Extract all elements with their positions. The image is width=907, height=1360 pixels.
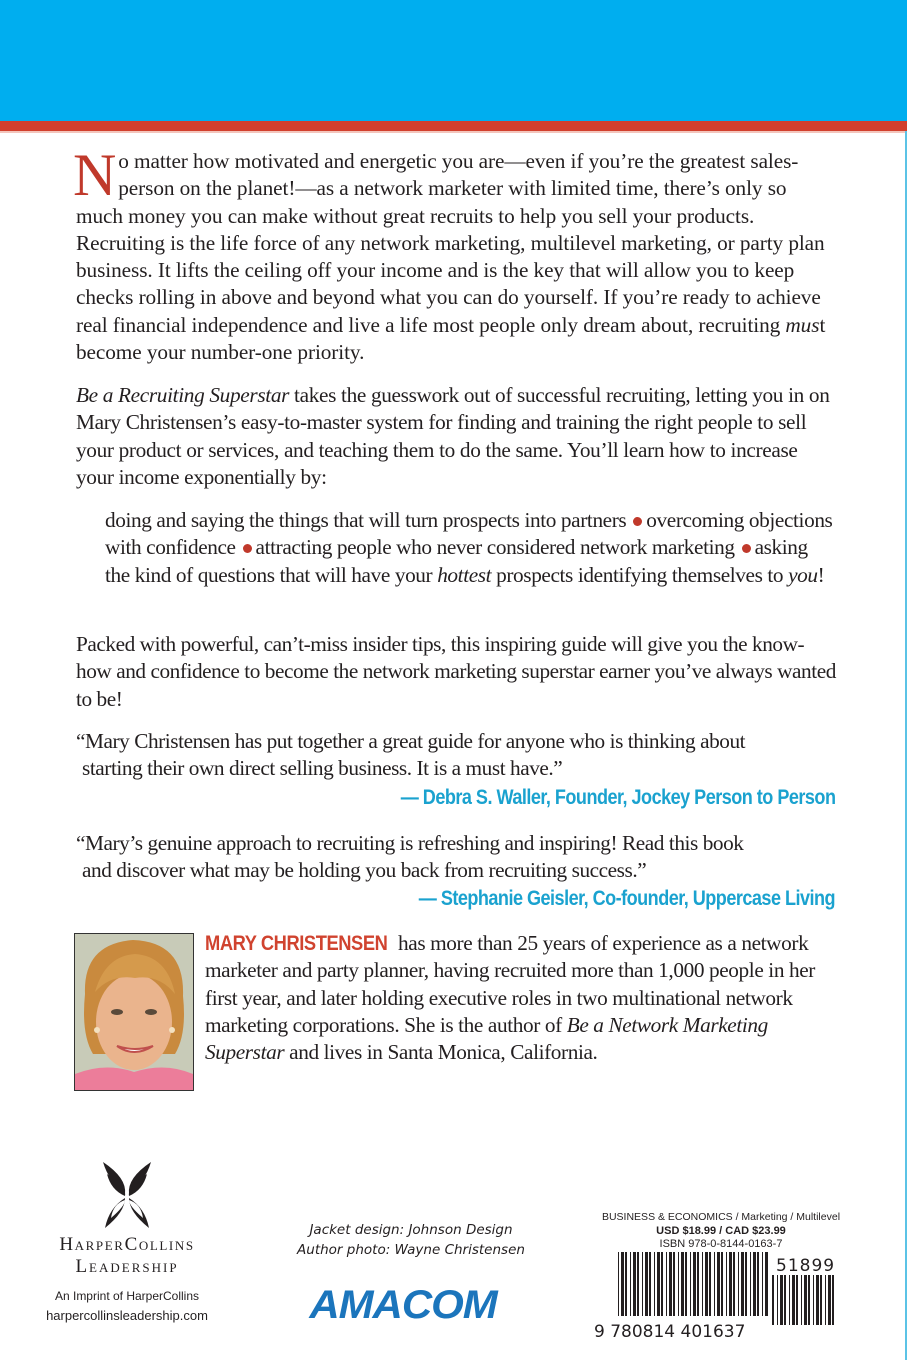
barcode-bar [808, 1275, 810, 1325]
barcode-bar [661, 1252, 663, 1316]
barcode-bar [772, 1275, 774, 1325]
barcode-bar [705, 1252, 708, 1316]
bullet-dot-icon [742, 544, 751, 553]
benefit-item: attracting people who never considered network marketing [255, 535, 735, 560]
barcode-bar [666, 1252, 667, 1316]
harpercollins-logo [22, 1160, 232, 1326]
benefit-item: doing and saying the things that will turn prospects into partners [105, 508, 627, 532]
top-color-band [0, 0, 907, 121]
design-credits [296, 1220, 526, 1260]
photo-credit: Author photo: Wayne Christensen [297, 1242, 525, 1258]
testimonial-line: and discover what may be holding you back from recruiting success.” [82, 858, 647, 883]
author-name: MARY CHRISTENSEN [205, 931, 388, 955]
intro-text: o matter how motivated and energetic you are—even if you’re the greatest sales-person on the planet!—as a network marketer with limited time, there’s only so much money you can make without great recruits to help you sell your products. Recruiting is the life force of any network marketing, multilevel marketing, or party plan business. It lifts the ceiling off your income and is the key that will allow you to keep checks rolling in above and beyond what you can do yourself. If you’re ready to achieve real financial independence and live a life most people only dream about, recruiting [76, 149, 825, 337]
barcode-bar [762, 1252, 763, 1316]
benefit-item: asking the kind of questions that will have your [105, 535, 808, 587]
publisher-sub: Leadership [75, 1256, 179, 1277]
barcode-bar [618, 1252, 619, 1316]
benefit-emphasis: you [788, 562, 818, 587]
author-other-book: Be a Network Marketing Superstar [205, 1012, 768, 1065]
barcode-bar [738, 1252, 739, 1316]
bullet-dot-icon [243, 544, 252, 553]
author-photo [74, 933, 194, 1091]
barcode-bar [750, 1252, 751, 1316]
intro-paragraph [73, 142, 838, 366]
intro-tail: t become your number-one priority. [76, 312, 826, 365]
barcode-bar [780, 1275, 783, 1325]
barcode-bar [784, 1275, 786, 1325]
author-bio [205, 930, 845, 1066]
barcode-bar [642, 1252, 643, 1316]
barcode-bar [633, 1252, 636, 1316]
testimonial-line: “Mary Christensen has put together a great guide for anyone who is thinking about [76, 729, 746, 753]
barcode-bar [637, 1252, 639, 1316]
barcode-bar [678, 1252, 679, 1316]
barcode-bar [645, 1252, 648, 1316]
benefit-emphasis: hottest [437, 562, 492, 587]
bisac-category: BUSINESS & ECONOMICS / Marketing / Multilevel [601, 1211, 841, 1223]
barcode-bar [721, 1252, 723, 1316]
testimonial-attribution: — Stephanie Geisler, Co-founder, Uppercase Living [418, 887, 835, 910]
barcode-bar [673, 1252, 675, 1316]
author-portrait-icon [75, 934, 193, 1090]
addon-bars [772, 1275, 834, 1325]
harpercollins-butterfly-icon [97, 1160, 157, 1230]
barcode-bar [729, 1252, 732, 1316]
red-accent-stripe [0, 121, 907, 131]
ean-digits: 9 780814 401637 [594, 1322, 746, 1340]
book-title: Be a Recruiting Superstar [76, 383, 290, 407]
intro-emphasis: mus [785, 312, 820, 337]
red-stripe-edge [0, 131, 907, 133]
barcode-bar [693, 1252, 696, 1316]
testimonial [76, 728, 836, 783]
jacket-credit: Jacket design: Johnson Design [309, 1222, 513, 1238]
amacom-logo: AMACOM [309, 1283, 497, 1327]
barcode-block [592, 1210, 850, 1340]
benefit-item: overcoming objections with confidence [105, 508, 833, 560]
barcode-bar [777, 1275, 778, 1325]
barcode-bar [804, 1275, 807, 1325]
barcode-bar [789, 1275, 790, 1325]
barcode-bar [630, 1252, 631, 1316]
barcode-bar [685, 1252, 687, 1316]
barcode-bar [796, 1275, 798, 1325]
barcode-bar [726, 1252, 727, 1316]
barcode-bar [654, 1252, 655, 1316]
barcode-bar [657, 1252, 660, 1316]
barcode-bar [625, 1252, 627, 1316]
barcode-icon [592, 1250, 850, 1340]
barcode-bar [753, 1252, 756, 1316]
summary-paragraph [76, 382, 838, 491]
barcode-bar [828, 1275, 831, 1325]
barcode-bar [816, 1275, 819, 1325]
barcode-bar [813, 1275, 814, 1325]
ean-bars [618, 1252, 768, 1316]
barcode-bar [820, 1275, 822, 1325]
drop-cap: N [73, 142, 117, 208]
barcode-bar [702, 1252, 703, 1316]
testimonial-line: “Mary’s genuine approach to recruiting is refreshing and inspiring! Read this book [76, 831, 744, 855]
publisher-url: harpercollinsleadership.com [46, 1308, 208, 1323]
benefit-text: prospects identifying themselves to [491, 562, 789, 587]
barcode-bar [745, 1252, 747, 1316]
barcode-bar [757, 1252, 759, 1316]
barcode-bar [714, 1252, 715, 1316]
closing-paragraph: Packed with powerful, can’t-miss insider tips, this inspiring guide will give you the know-how and confidence to become the network marketing superstar earner you’ve always wanted to be! [76, 632, 836, 711]
bullet-dot-icon [633, 517, 642, 526]
barcode-bar [621, 1252, 624, 1316]
barcode-bar [801, 1275, 802, 1325]
barcode-bar [649, 1252, 651, 1316]
barcode-bar [825, 1275, 826, 1325]
barcode-bar [741, 1252, 744, 1316]
testimonial-attribution: — Debra S. Waller, Founder, Jockey Person to Person [400, 786, 835, 809]
addon-digits: 51899 [776, 1256, 836, 1276]
testimonial [76, 830, 836, 885]
barcode-bar [733, 1252, 735, 1316]
barcode-bar [697, 1252, 699, 1316]
barcode-bar [717, 1252, 720, 1316]
publisher-imprint: An Imprint of HarperCollins [54, 1289, 200, 1303]
summary-text: takes the guesswork out of successful recruiting, letting you in on Mary Christensen’s easy-to-master system for finding and training the right people to sell your product or services, and teaching them to do the same. You’ll learn how to increase your income exponentially by: [76, 383, 830, 489]
testimonial-line: starting their own direct selling business. It is a must have.” [82, 756, 563, 781]
bio-text: has more than 25 years of experience as a network marketer and party planner, having recruited more than 1,000 people in her first year, and later holding executive roles in two multinational network marketing corporations. She is the author of [205, 931, 815, 1037]
barcode-bar [681, 1252, 684, 1316]
isbn: ISBN 978-0-8144-0163-7 [659, 1238, 783, 1250]
benefit-list [105, 507, 835, 589]
benefit-text: ! [817, 562, 825, 587]
barcode-bar [765, 1252, 768, 1316]
barcode-bar [792, 1275, 795, 1325]
bio-text: and lives in Santa Monica, California. [284, 1040, 598, 1065]
barcode-bar [832, 1275, 834, 1325]
barcode-bar [709, 1252, 711, 1316]
publisher-name: HarperCollins [59, 1234, 195, 1255]
barcode-bar [690, 1252, 691, 1316]
price: USD $18.99 / CAD $23.99 [656, 1225, 786, 1237]
barcode-bar [669, 1252, 672, 1316]
